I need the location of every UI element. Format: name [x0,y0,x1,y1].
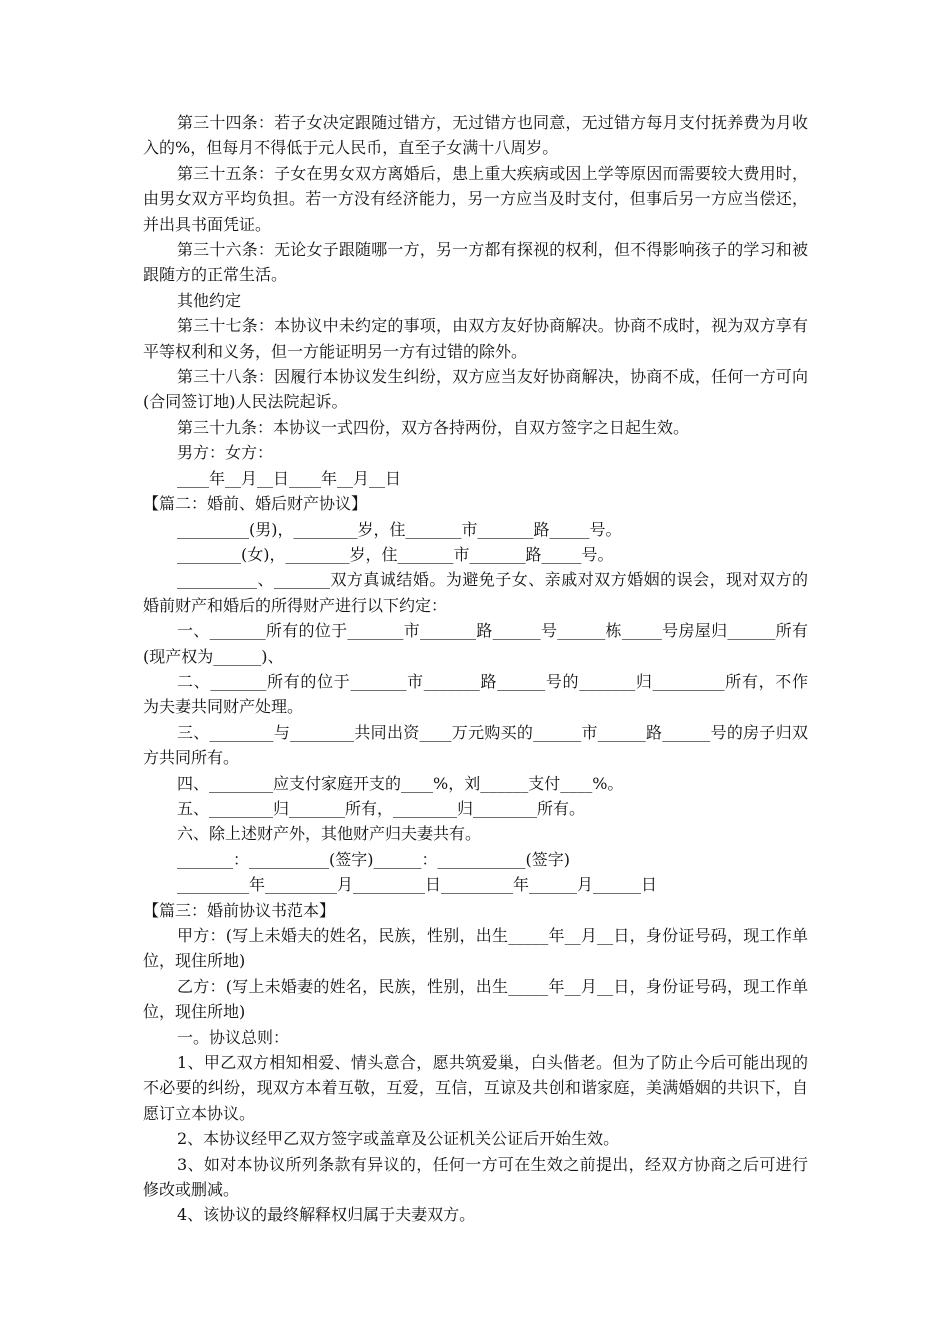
article-38: 第三十八条：因履行本协议发生纠纷，双方应当友好协商解决，协商不成，任何一方可向(合同签订地)人民法院起诉。 [143,367,808,412]
clause-4: 四、________应支付家庭开支的____%，刘______支付____%。 [177,773,624,793]
document-page [143,110,808,1228]
clause-3: 三、________与________共同出资____万元购买的______市______路______号的房子归双方共同所有。 [143,722,808,768]
clause-1: 一、_______所有的位于_______市_______路______号______栋_____号房屋归______所有(现产权为______)、 [143,621,808,666]
article-36: 第三十六条：无论女子跟随哪一方，另一方都有探视的权利，但不得影响孩子的学习和被跟随方的正常生活。 [143,240,808,285]
intro-paragraph: __________、_______双方真诚结婚。为避免子女、亲戚对双方婚姻的误会，现对双方的婚前财产和婚后的所得财产进行以下约定： [143,570,808,615]
general-provisions-heading: 一。协议总则： [177,1027,290,1047]
article-39: 第三十九条：本协议一式四份，双方各持两份，自双方签字之日起生效。 [177,417,690,437]
signature-line: _______：__________(签字)______：___________(签字) [177,849,570,869]
signature-dates: ____年__月__日____年__月__日 [177,468,402,488]
signature-parties: 男方：女方： [177,443,274,463]
clause-6: 六、除上述财产外，其他财产归夫妻共有。 [177,824,482,844]
chapter-2-heading: 【篇二：婚前、婚后财产协议】 [143,494,368,514]
article-35: 第三十五条：子女在男女双方离婚后，患上重大疾病或因上学等原因而需要较大费用时，由男女双方平均负担。若一方没有经济能力，另一方应当及时支付，但事后另一方应当偿还，并出具书面凭证。 [143,163,808,234]
party-female-line: ________(女)，________岁，住_______市_______路_____号。 [177,544,614,564]
provision-4: 4、该协议的最终解释权归属于夫妻双方。 [177,1205,476,1225]
provision-2: 2、本协议经甲乙双方签字或盖章及公证机关公证后开始生效。 [177,1129,620,1149]
provision-1: 1、甲乙双方相知相爱、情头意合，愿共筑爱巢，白头偕老。但为了防止今后可能出现的不必要的纠纷，现双方本着互敬，互爱，互信，互谅及共创和谐家庭，美满婚姻的共识下，自愿订立本协议。 [143,1053,808,1123]
party-a: 甲方：(写上未婚夫的姓名，民族，性别，出生_____年__月__日，身份证号码，现工作单位，现住所地) [143,926,808,971]
article-34: 第三十四条：若子女决定跟随过错方，无过错方也同意，无过错方每月支付抚养费为月收入的%，但每月不得低于元人民币，直至子女满十八周岁。 [143,113,808,158]
party-male-line: _________(男)，________岁，住_______市_______路_____号。 [177,519,622,539]
clause-5: 五、________归_______所有，________归________所有。 [177,798,586,818]
party-b: 乙方：(写上未婚妻的姓名，民族，性别，出生_____年__月__日，身份证号码，现工作单位，现住所地) [143,976,808,1022]
chapter-3-heading: 【篇三：婚前协议书范本】 [143,900,336,920]
article-37: 第三十七条：本协议中未约定的事项，由双方友好协商解决。协商不成时，视为双方享有平等权利和义务，但一方能证明另一方有过错的除外。 [143,316,808,361]
section-other-agreements: 其他约定 [177,290,242,310]
clause-2: 二、_______所有的位于_______市_______路______号的_______归_________所有，不作为夫妻共同财产处理。 [143,671,808,717]
provision-3: 3、如对本协议所列条款有异议的，任何一方可在生效之前提出，经双方协商之后可进行修改或删减。 [143,1154,808,1200]
signature-date-line: _________年_________月_________日_________年______月______日 [177,875,658,895]
